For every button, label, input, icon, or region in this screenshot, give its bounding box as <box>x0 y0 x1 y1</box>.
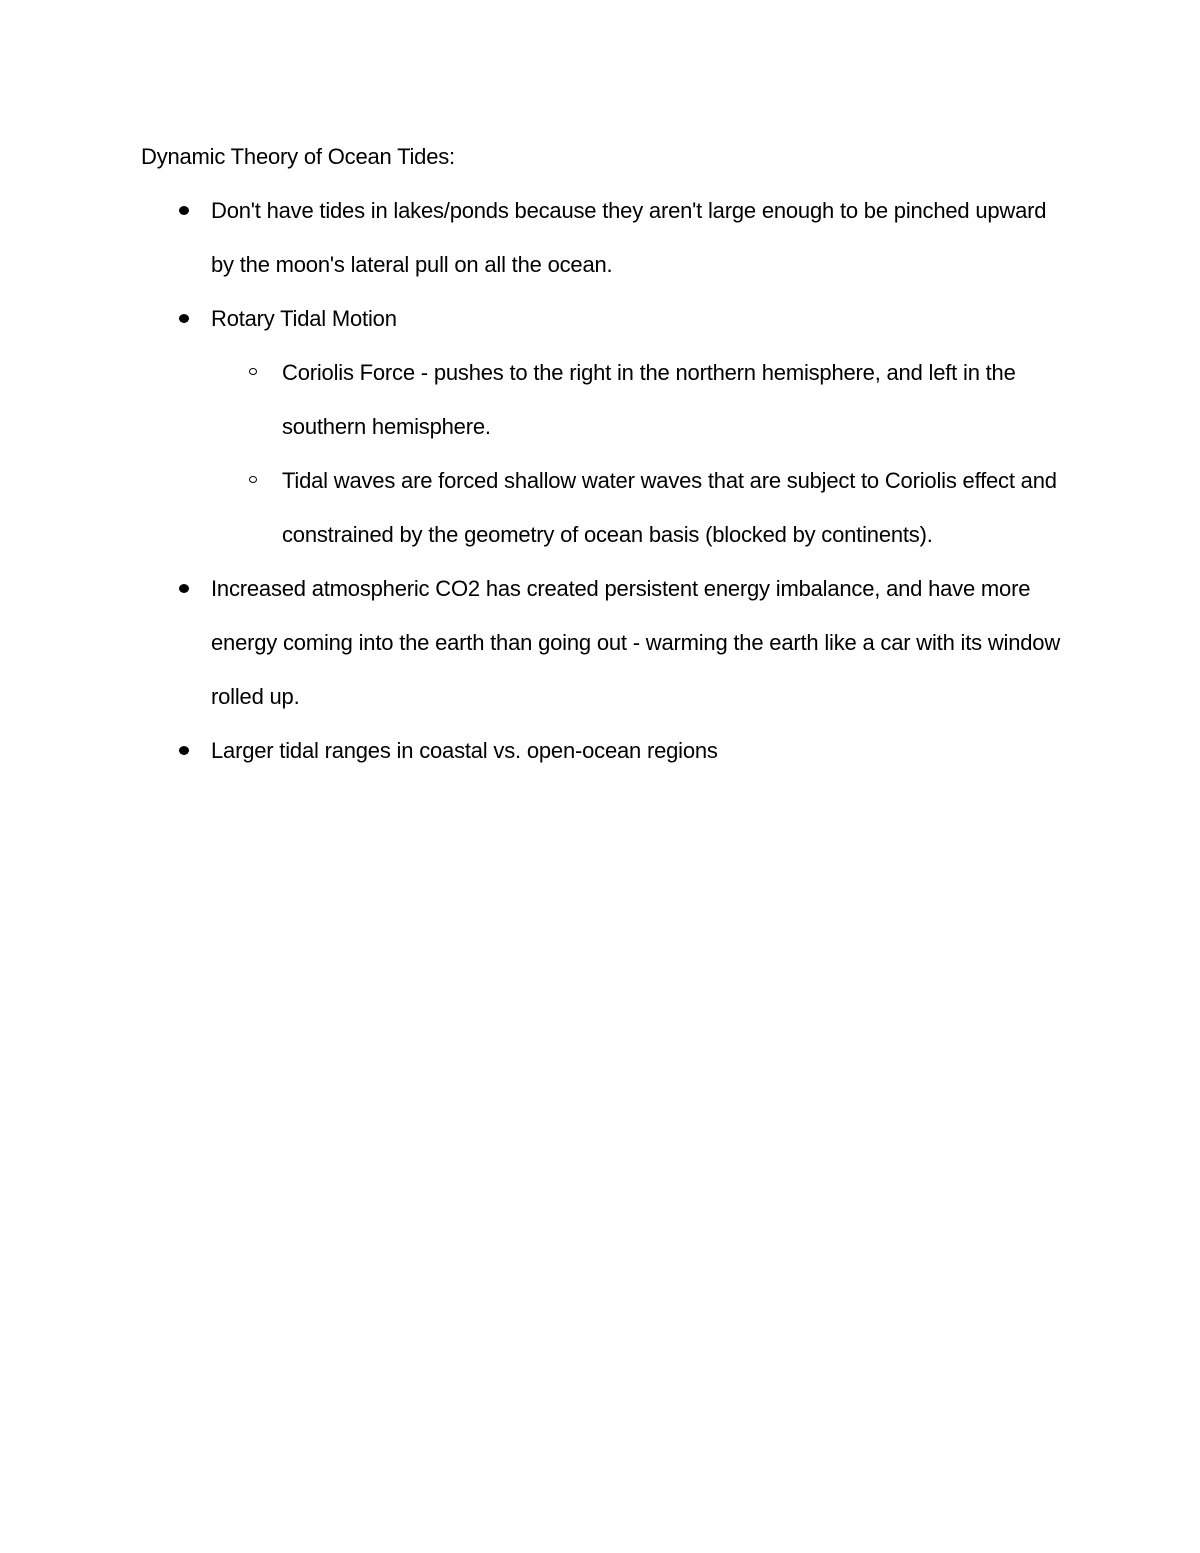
sub-bullet-list <box>211 346 1061 562</box>
list-item <box>211 292 1061 562</box>
filled-bullet-icon <box>179 746 189 755</box>
list-item-text: Don't have tides in lakes/ponds because they aren't large enough to be pinched upward by the moon's lateral pull on all the ocean. <box>211 198 1047 277</box>
sub-list-item <box>282 454 1061 562</box>
bullet-list <box>141 184 1061 778</box>
document-content <box>141 130 1061 778</box>
list-item-text: Rotary Tidal Motion <box>211 306 397 331</box>
list-item <box>211 184 1061 292</box>
sub-list-item <box>282 346 1061 454</box>
filled-bullet-icon <box>179 584 189 593</box>
filled-bullet-icon <box>179 206 189 215</box>
list-item <box>211 562 1061 724</box>
filled-bullet-icon <box>179 314 189 323</box>
list-item <box>211 724 1061 778</box>
document-heading: Dynamic Theory of Ocean Tides: <box>141 144 455 169</box>
hollow-bullet-icon <box>249 476 257 483</box>
hollow-bullet-icon <box>249 368 257 375</box>
list-item-text: Larger tidal ranges in coastal vs. open-ocean regions <box>211 738 718 763</box>
sub-list-item-text: Coriolis Force - pushes to the right in the northern hemisphere, and left in the southern hemisphere. <box>282 360 1016 439</box>
list-item-text: Increased atmospheric CO2 has created persistent energy imbalance, and have more energy coming into the earth than going out - warming the earth like a car with its window rolled up. <box>211 576 1061 709</box>
sub-list-item-text: Tidal waves are forced shallow water waves that are subject to Coriolis effect and constrained by the geometry of ocean basis (blocked by continents). <box>282 468 1057 547</box>
